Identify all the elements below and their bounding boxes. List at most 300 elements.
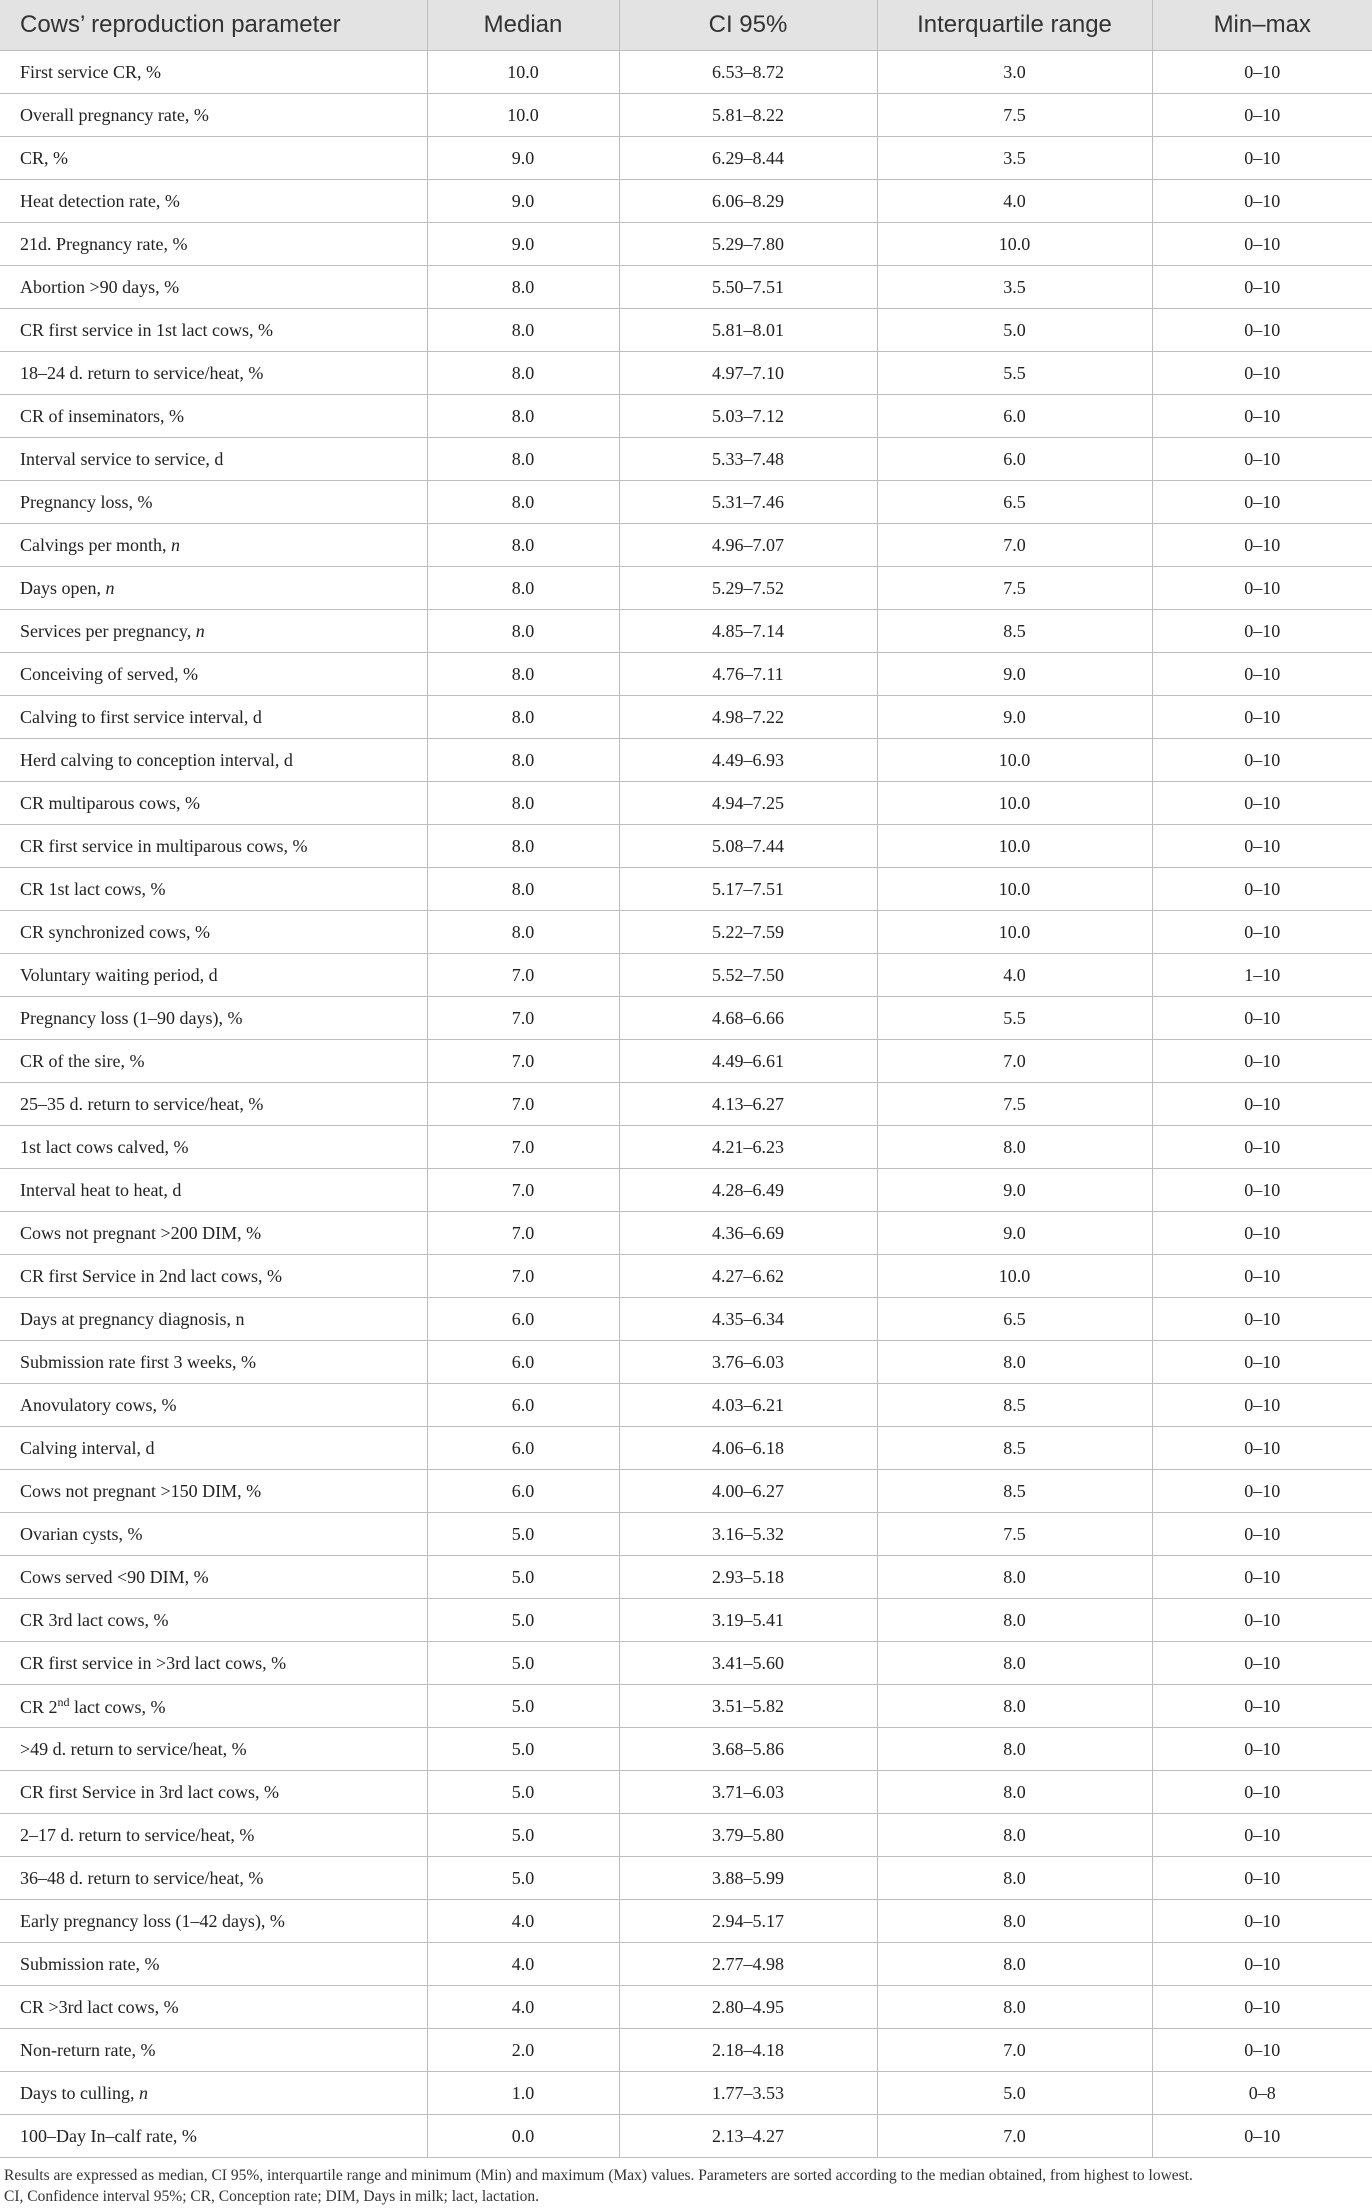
cell-min-max: 0–10: [1152, 1943, 1372, 1986]
cell-min-max: 0–10: [1152, 266, 1372, 309]
cell-parameter: 100–Day In–calf rate, %: [0, 2115, 427, 2158]
cell-parameter: Pregnancy loss, %: [0, 481, 427, 524]
header-median: Median: [427, 0, 619, 51]
cell-ci95: 4.06–6.18: [619, 1427, 877, 1470]
cell-min-max: 0–10: [1152, 997, 1372, 1040]
cell-interquartile-range: 7.0: [877, 2029, 1152, 2072]
cell-parameter: Overall pregnancy rate, %: [0, 94, 427, 137]
table-row: [0, 1814, 1372, 1857]
cell-interquartile-range: 8.0: [877, 1814, 1152, 1857]
cell-parameter: 36–48 d. return to service/heat, %: [0, 1857, 427, 1900]
cell-min-max: 0–10: [1152, 1298, 1372, 1341]
cell-ci95: 3.71–6.03: [619, 1771, 877, 1814]
cell-interquartile-range: 5.0: [877, 2072, 1152, 2115]
cell-median: 4.0: [427, 1986, 619, 2029]
table-row: [0, 1341, 1372, 1384]
cell-min-max: 0–10: [1152, 1556, 1372, 1599]
cell-min-max: 0–10: [1152, 1599, 1372, 1642]
cell-parameter: Submission rate first 3 weeks, %: [0, 1341, 427, 1384]
cell-min-max: 0–10: [1152, 1083, 1372, 1126]
cell-parameter: CR, %: [0, 137, 427, 180]
cell-parameter: Calvings per month, n: [0, 524, 427, 567]
table-row: [0, 137, 1372, 180]
table-row: [0, 1255, 1372, 1298]
cell-interquartile-range: 8.0: [877, 1126, 1152, 1169]
table-row: [0, 567, 1372, 610]
cell-median: 7.0: [427, 1255, 619, 1298]
cell-median: 6.0: [427, 1384, 619, 1427]
cell-interquartile-range: 10.0: [877, 868, 1152, 911]
cell-interquartile-range: 8.0: [877, 1771, 1152, 1814]
cell-median: 8.0: [427, 266, 619, 309]
cell-parameter: Cows not pregnant >200 DIM, %: [0, 1212, 427, 1255]
cell-median: 10.0: [427, 51, 619, 94]
table-row: [0, 1513, 1372, 1556]
cell-min-max: 0–10: [1152, 2115, 1372, 2158]
cell-ci95: 4.28–6.49: [619, 1169, 877, 1212]
cell-parameter: Days at pregnancy diagnosis, n: [0, 1298, 427, 1341]
footnote-results: Results are expressed as median, CI 95%, interquartile range and minimum (Min) and maximum (Max) values. Parameters are sorted according to the median obtained, from highest to lowest.: [4, 2167, 1193, 2184]
cell-parameter: CR multiparous cows, %: [0, 782, 427, 825]
cell-interquartile-range: 10.0: [877, 911, 1152, 954]
cell-ci95: 4.94–7.25: [619, 782, 877, 825]
cell-ci95: 2.18–4.18: [619, 2029, 877, 2072]
cell-ci95: 6.53–8.72: [619, 51, 877, 94]
cell-ci95: 4.03–6.21: [619, 1384, 877, 1427]
cell-min-max: 0–10: [1152, 180, 1372, 223]
cell-min-max: 0–10: [1152, 1169, 1372, 1212]
cell-parameter: CR 3rd lact cows, %: [0, 1599, 427, 1642]
footnote-abbreviations: CI, Confidence interval 95%; CR, Conception rate; DIM, Days in milk; lact, lactation.: [4, 2188, 540, 2205]
cell-median: 8.0: [427, 438, 619, 481]
cell-ci95: 5.50–7.51: [619, 266, 877, 309]
table-row: [0, 438, 1372, 481]
cell-min-max: 0–10: [1152, 1513, 1372, 1556]
cell-interquartile-range: 8.0: [877, 1986, 1152, 2029]
cell-parameter: Interval heat to heat, d: [0, 1169, 427, 1212]
cell-interquartile-range: 8.0: [877, 1943, 1152, 1986]
cell-interquartile-range: 7.5: [877, 1513, 1152, 1556]
table-row: [0, 1212, 1372, 1255]
cell-ci95: 4.68–6.66: [619, 997, 877, 1040]
cell-parameter: 18–24 d. return to service/heat, %: [0, 352, 427, 395]
cell-min-max: 0–10: [1152, 1728, 1372, 1771]
cell-ci95: 5.52–7.50: [619, 954, 877, 997]
cell-median: 8.0: [427, 739, 619, 782]
cell-min-max: 0–10: [1152, 51, 1372, 94]
header-interquartile-range: Interquartile range: [877, 0, 1152, 51]
cell-parameter: CR first service in 1st lact cows, %: [0, 309, 427, 352]
cell-parameter: Anovulatory cows, %: [0, 1384, 427, 1427]
cell-interquartile-range: 8.5: [877, 1384, 1152, 1427]
cell-min-max: 0–10: [1152, 1341, 1372, 1384]
cell-ci95: 4.27–6.62: [619, 1255, 877, 1298]
cell-min-max: 0–10: [1152, 567, 1372, 610]
cell-min-max: 0–8: [1152, 2072, 1372, 2115]
cell-parameter: CR of inseminators, %: [0, 395, 427, 438]
cell-min-max: 0–10: [1152, 1470, 1372, 1513]
table-row: [0, 1599, 1372, 1642]
cell-interquartile-range: 6.5: [877, 481, 1152, 524]
cell-parameter: CR of the sire, %: [0, 1040, 427, 1083]
table-row: [0, 266, 1372, 309]
table-row: [0, 1126, 1372, 1169]
cell-median: 10.0: [427, 94, 619, 137]
cell-interquartile-range: 7.5: [877, 1083, 1152, 1126]
cell-ci95: 3.16–5.32: [619, 1513, 877, 1556]
cell-interquartile-range: 7.0: [877, 524, 1152, 567]
cell-min-max: 0–10: [1152, 610, 1372, 653]
cell-interquartile-range: 10.0: [877, 782, 1152, 825]
cell-min-max: 0–10: [1152, 1986, 1372, 2029]
cell-ci95: 5.33–7.48: [619, 438, 877, 481]
cell-ci95: 2.94–5.17: [619, 1900, 877, 1943]
cell-interquartile-range: 8.0: [877, 1857, 1152, 1900]
cell-interquartile-range: 5.0: [877, 309, 1152, 352]
cell-min-max: 0–10: [1152, 868, 1372, 911]
cell-ci95: 4.36–6.69: [619, 1212, 877, 1255]
table-row: [0, 739, 1372, 782]
cell-ci95: 3.79–5.80: [619, 1814, 877, 1857]
cell-interquartile-range: 8.0: [877, 1642, 1152, 1685]
cell-ci95: 5.22–7.59: [619, 911, 877, 954]
cell-min-max: 0–10: [1152, 223, 1372, 266]
cell-interquartile-range: 10.0: [877, 1255, 1152, 1298]
cell-median: 5.0: [427, 1556, 619, 1599]
cell-median: 5.0: [427, 1599, 619, 1642]
table-row: [0, 610, 1372, 653]
cell-median: 1.0: [427, 2072, 619, 2115]
cell-parameter: Days to culling, n: [0, 2072, 427, 2115]
cell-parameter: CR >3rd lact cows, %: [0, 1986, 427, 2029]
cell-parameter: CR 1st lact cows, %: [0, 868, 427, 911]
cell-median: 0.0: [427, 2115, 619, 2158]
cell-median: 8.0: [427, 696, 619, 739]
cell-median: 9.0: [427, 180, 619, 223]
cell-ci95: 5.17–7.51: [619, 868, 877, 911]
header-ci95: CI 95%: [619, 0, 877, 51]
cell-min-max: 0–10: [1152, 94, 1372, 137]
cell-median: 8.0: [427, 653, 619, 696]
table-row: [0, 1771, 1372, 1814]
cell-interquartile-range: 8.0: [877, 1728, 1152, 1771]
cell-parameter: Conceiving of served, %: [0, 653, 427, 696]
cell-parameter: 21d. Pregnancy rate, %: [0, 223, 427, 266]
table-row: [0, 94, 1372, 137]
cell-interquartile-range: 9.0: [877, 1212, 1152, 1255]
cell-min-max: 0–10: [1152, 438, 1372, 481]
header-parameter: Cows’ reproduction parameter: [0, 0, 427, 51]
cell-interquartile-range: 8.0: [877, 1599, 1152, 1642]
cell-interquartile-range: 5.5: [877, 352, 1152, 395]
cell-median: 8.0: [427, 481, 619, 524]
table-row: [0, 696, 1372, 739]
cell-ci95: 5.81–8.22: [619, 94, 877, 137]
cell-parameter: Calving to first service interval, d: [0, 696, 427, 739]
cell-interquartile-range: 6.0: [877, 395, 1152, 438]
cell-interquartile-range: 7.5: [877, 94, 1152, 137]
table-header-row: [0, 0, 1372, 51]
cell-median: 8.0: [427, 868, 619, 911]
cell-min-max: 0–10: [1152, 481, 1372, 524]
cell-min-max: 0–10: [1152, 309, 1372, 352]
cell-median: 8.0: [427, 825, 619, 868]
cell-median: 2.0: [427, 2029, 619, 2072]
cell-min-max: 0–10: [1152, 653, 1372, 696]
cell-parameter: CR first service in multiparous cows, %: [0, 825, 427, 868]
cell-ci95: 4.49–6.93: [619, 739, 877, 782]
cell-min-max: 0–10: [1152, 1126, 1372, 1169]
cell-ci95: 4.96–7.07: [619, 524, 877, 567]
cell-min-max: 0–10: [1152, 1814, 1372, 1857]
cell-parameter: Services per pregnancy, n: [0, 610, 427, 653]
cell-median: 6.0: [427, 1298, 619, 1341]
cell-min-max: 0–10: [1152, 1384, 1372, 1427]
cell-min-max: 0–10: [1152, 1685, 1372, 1728]
cell-parameter: Cows served <90 DIM, %: [0, 1556, 427, 1599]
cell-interquartile-range: 10.0: [877, 825, 1152, 868]
cell-median: 5.0: [427, 1513, 619, 1556]
table-footnotes: [0, 2165, 1364, 2207]
cell-ci95: 6.29–8.44: [619, 137, 877, 180]
cell-interquartile-range: 3.5: [877, 266, 1152, 309]
cell-min-max: 0–10: [1152, 524, 1372, 567]
cell-median: 6.0: [427, 1470, 619, 1513]
cell-min-max: 0–10: [1152, 395, 1372, 438]
cell-min-max: 0–10: [1152, 1255, 1372, 1298]
cell-min-max: 0–10: [1152, 696, 1372, 739]
cell-ci95: 3.41–5.60: [619, 1642, 877, 1685]
cell-ci95: 4.49–6.61: [619, 1040, 877, 1083]
cell-min-max: 0–10: [1152, 1040, 1372, 1083]
cell-ci95: 4.00–6.27: [619, 1470, 877, 1513]
cell-parameter: CR synchronized cows, %: [0, 911, 427, 954]
cell-median: 8.0: [427, 610, 619, 653]
cell-interquartile-range: 7.0: [877, 1040, 1152, 1083]
cell-parameter: Abortion >90 days, %: [0, 266, 427, 309]
cell-ci95: 2.13–4.27: [619, 2115, 877, 2158]
cell-interquartile-range: 4.0: [877, 180, 1152, 223]
cell-parameter: Pregnancy loss (1–90 days), %: [0, 997, 427, 1040]
cell-parameter: Voluntary waiting period, d: [0, 954, 427, 997]
cell-median: 7.0: [427, 1040, 619, 1083]
cell-ci95: 2.93–5.18: [619, 1556, 877, 1599]
table-row: [0, 2115, 1372, 2158]
cell-interquartile-range: 7.5: [877, 567, 1152, 610]
cell-interquartile-range: 8.0: [877, 1900, 1152, 1943]
cell-median: 5.0: [427, 1642, 619, 1685]
table-row: [0, 309, 1372, 352]
cell-parameter: CR first service in >3rd lact cows, %: [0, 1642, 427, 1685]
cell-min-max: 1–10: [1152, 954, 1372, 997]
cell-ci95: 6.06–8.29: [619, 180, 877, 223]
cell-median: 5.0: [427, 1728, 619, 1771]
table-row: [0, 1986, 1372, 2029]
cell-ci95: 5.03–7.12: [619, 395, 877, 438]
cell-median: 8.0: [427, 567, 619, 610]
cell-ci95: 2.77–4.98: [619, 1943, 877, 1986]
cell-median: 8.0: [427, 309, 619, 352]
cell-interquartile-range: 4.0: [877, 954, 1152, 997]
cell-ci95: 3.19–5.41: [619, 1599, 877, 1642]
cell-median: 7.0: [427, 1212, 619, 1255]
cell-min-max: 0–10: [1152, 1212, 1372, 1255]
table-row: [0, 223, 1372, 266]
cell-median: 6.0: [427, 1427, 619, 1470]
table-row: [0, 954, 1372, 997]
cell-median: 8.0: [427, 782, 619, 825]
cell-median: 7.0: [427, 1126, 619, 1169]
table-row: [0, 1857, 1372, 1900]
cell-parameter: CR 2nd lact cows, %: [0, 1685, 427, 1728]
cell-median: 8.0: [427, 911, 619, 954]
cell-median: 8.0: [427, 395, 619, 438]
cell-interquartile-range: 5.5: [877, 997, 1152, 1040]
cell-min-max: 0–10: [1152, 1857, 1372, 1900]
cell-min-max: 0–10: [1152, 739, 1372, 782]
table-row: [0, 825, 1372, 868]
cell-interquartile-range: 9.0: [877, 696, 1152, 739]
cell-min-max: 0–10: [1152, 1427, 1372, 1470]
table-row: [0, 868, 1372, 911]
table-row: [0, 51, 1372, 94]
cell-parameter: Interval service to service, d: [0, 438, 427, 481]
cell-parameter: 25–35 d. return to service/heat, %: [0, 1083, 427, 1126]
cell-median: 4.0: [427, 1900, 619, 1943]
cell-parameter: Cows not pregnant >150 DIM, %: [0, 1470, 427, 1513]
cell-parameter: 2–17 d. return to service/heat, %: [0, 1814, 427, 1857]
table-row: [0, 1040, 1372, 1083]
cell-parameter: Non-return rate, %: [0, 2029, 427, 2072]
table-row: [0, 1642, 1372, 1685]
cell-parameter: Days open, n: [0, 567, 427, 610]
cell-median: 8.0: [427, 352, 619, 395]
table-row: [0, 1943, 1372, 1986]
cell-ci95: 3.76–6.03: [619, 1341, 877, 1384]
cell-parameter: Herd calving to conception interval, d: [0, 739, 427, 782]
table-body: [0, 51, 1372, 2158]
cell-ci95: 5.29–7.80: [619, 223, 877, 266]
cell-median: 9.0: [427, 223, 619, 266]
cell-interquartile-range: 9.0: [877, 653, 1152, 696]
cell-parameter: Heat detection rate, %: [0, 180, 427, 223]
cell-ci95: 5.81–8.01: [619, 309, 877, 352]
cell-ci95: 5.29–7.52: [619, 567, 877, 610]
cell-interquartile-range: 8.5: [877, 610, 1152, 653]
cell-median: 5.0: [427, 1771, 619, 1814]
cell-median: 4.0: [427, 1943, 619, 1986]
table-row: [0, 2029, 1372, 2072]
cell-median: 7.0: [427, 954, 619, 997]
cell-min-max: 0–10: [1152, 1900, 1372, 1943]
cell-median: 9.0: [427, 137, 619, 180]
cell-min-max: 0–10: [1152, 782, 1372, 825]
cell-interquartile-range: 6.5: [877, 1298, 1152, 1341]
cell-parameter: Early pregnancy loss (1–42 days), %: [0, 1900, 427, 1943]
cell-ci95: 5.08–7.44: [619, 825, 877, 868]
cell-min-max: 0–10: [1152, 911, 1372, 954]
table-row: [0, 1556, 1372, 1599]
table-row: [0, 180, 1372, 223]
cell-interquartile-range: 10.0: [877, 739, 1152, 782]
cell-ci95: 4.13–6.27: [619, 1083, 877, 1126]
cell-interquartile-range: 8.0: [877, 1685, 1152, 1728]
cell-median: 5.0: [427, 1685, 619, 1728]
cell-interquartile-range: 3.0: [877, 51, 1152, 94]
table-row: [0, 911, 1372, 954]
cell-parameter: Submission rate, %: [0, 1943, 427, 1986]
table-row: [0, 524, 1372, 567]
cell-ci95: 4.76–7.11: [619, 653, 877, 696]
cell-interquartile-range: 3.5: [877, 137, 1152, 180]
table-row: [0, 1169, 1372, 1212]
cell-ci95: 4.85–7.14: [619, 610, 877, 653]
table-row: [0, 1685, 1372, 1728]
header-min-max: Min–max: [1152, 0, 1372, 51]
cell-ci95: 3.88–5.99: [619, 1857, 877, 1900]
cell-min-max: 0–10: [1152, 2029, 1372, 2072]
cell-parameter: CR first Service in 2nd lact cows, %: [0, 1255, 427, 1298]
cell-interquartile-range: 10.0: [877, 223, 1152, 266]
cell-min-max: 0–10: [1152, 1771, 1372, 1814]
cell-interquartile-range: 7.0: [877, 2115, 1152, 2158]
cell-min-max: 0–10: [1152, 1642, 1372, 1685]
cell-median: 7.0: [427, 997, 619, 1040]
table-row: [0, 1470, 1372, 1513]
table-row: [0, 1298, 1372, 1341]
cell-ci95: 5.31–7.46: [619, 481, 877, 524]
table-row: [0, 653, 1372, 696]
cell-interquartile-range: 9.0: [877, 1169, 1152, 1212]
table-row: [0, 1427, 1372, 1470]
cell-parameter: CR first Service in 3rd lact cows, %: [0, 1771, 427, 1814]
cell-min-max: 0–10: [1152, 825, 1372, 868]
cell-median: 5.0: [427, 1814, 619, 1857]
cell-parameter: >49 d. return to service/heat, %: [0, 1728, 427, 1771]
cell-ci95: 4.98–7.22: [619, 696, 877, 739]
cell-parameter: First service CR, %: [0, 51, 427, 94]
cell-interquartile-range: 6.0: [877, 438, 1152, 481]
cell-min-max: 0–10: [1152, 352, 1372, 395]
table-row: [0, 395, 1372, 438]
table-row: [0, 352, 1372, 395]
cell-parameter: 1st lact cows calved, %: [0, 1126, 427, 1169]
cell-median: 5.0: [427, 1857, 619, 1900]
cell-min-max: 0–10: [1152, 137, 1372, 180]
table-row: [0, 481, 1372, 524]
cell-interquartile-range: 8.5: [877, 1470, 1152, 1513]
cell-median: 7.0: [427, 1169, 619, 1212]
cell-ci95: 2.80–4.95: [619, 1986, 877, 2029]
table-row: [0, 1900, 1372, 1943]
table-row: [0, 997, 1372, 1040]
cell-ci95: 4.97–7.10: [619, 352, 877, 395]
cell-parameter: Calving interval, d: [0, 1427, 427, 1470]
cell-ci95: 4.21–6.23: [619, 1126, 877, 1169]
cell-ci95: 3.68–5.86: [619, 1728, 877, 1771]
cell-median: 8.0: [427, 524, 619, 567]
table-row: [0, 1384, 1372, 1427]
table-row: [0, 2072, 1372, 2115]
cell-ci95: 1.77–3.53: [619, 2072, 877, 2115]
table-row: [0, 782, 1372, 825]
cell-interquartile-range: 8.0: [877, 1341, 1152, 1384]
cell-median: 6.0: [427, 1341, 619, 1384]
cell-interquartile-range: 8.0: [877, 1556, 1152, 1599]
table-row: [0, 1083, 1372, 1126]
cell-median: 7.0: [427, 1083, 619, 1126]
cell-parameter: Ovarian cysts, %: [0, 1513, 427, 1556]
